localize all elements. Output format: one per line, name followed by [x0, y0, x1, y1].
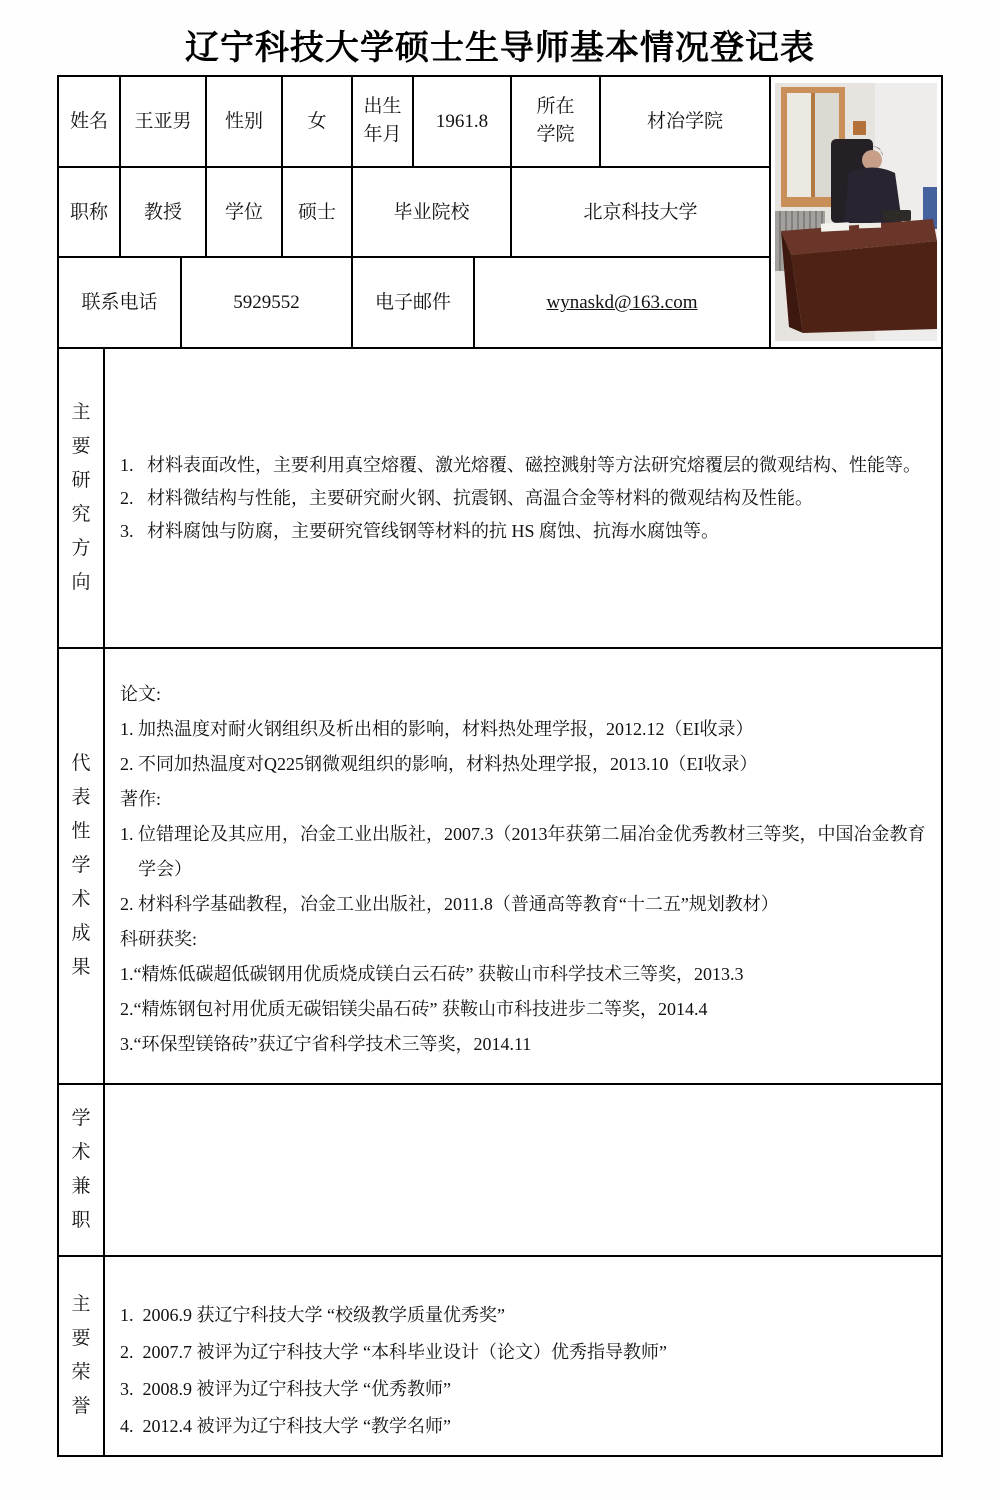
text-line: 学会） — [120, 859, 192, 879]
section-research-content — [105, 349, 941, 647]
section-positions-label: 学术兼职 — [71, 1108, 91, 1231]
email-label: 电子邮件 — [353, 258, 475, 347]
text-line: 3. 材料腐蚀与防腐，主要研究管线钢等材料的抗 HS 腐蚀、抗海水腐蚀等。 — [120, 521, 720, 541]
text-line: 4. 2012.4 被评为辽宁科技大学 “教学名师” — [120, 1416, 451, 1436]
info-row-2 — [59, 168, 769, 259]
text-line: 2. 2007.7 被评为辽宁科技大学 “本科毕业设计（论文）优秀指导教师” — [120, 1342, 667, 1362]
basic-info-block — [59, 77, 941, 349]
section-research-label-cell — [59, 349, 105, 647]
text-line: 1. 位错理论及其应用，冶金工业出版社，2007.3（2013年获第二届冶金优秀教材三等奖，中国冶金教育 — [120, 824, 926, 844]
basic-info-grid — [59, 77, 771, 347]
section-honors-label-cell — [59, 1257, 105, 1455]
phone-label: 联系电话 — [59, 258, 182, 347]
college-label — [512, 77, 601, 166]
birth-label-text: 出生年月 — [363, 96, 402, 146]
text-line: 1. 2006.9 获辽宁科技大学 “校级教学质量优秀奖” — [120, 1305, 505, 1325]
text-line: 1.“精炼低碳超低碳钢用优质烧成镁白云石砖” 获鞍山市科学技术三等奖，2013.3 — [120, 964, 744, 984]
section-honors — [59, 1257, 941, 1455]
degree-label: 学位 — [207, 168, 283, 257]
college-value: 材冶学院 — [646, 110, 723, 132]
page-title: 辽宁科技大学硕士生导师基本情况登记表 — [185, 30, 815, 67]
form-table — [57, 75, 943, 1457]
text-line: 1. 加热温度对耐火钢组织及析出相的影响，材料热处理学报，2012.12（EI收录） — [120, 719, 754, 739]
gender-label: 性别 — [207, 77, 283, 166]
section-achievements-label: 代表性学术成果 — [71, 753, 91, 978]
text-line: 2. 不同加热温度对Q225钢微观组织的影响，材料热处理学报，2013.10（EI收录） — [120, 754, 758, 774]
text-line: 论文: — [120, 684, 162, 704]
text-line: 1. 材料表面改性，主要利用真空熔覆、激光熔覆、磁控溅射等方法研究熔覆层的微观结构、性能等。 — [120, 455, 921, 475]
section-honors-content — [105, 1257, 941, 1455]
text-line: 2. 材料科学基础教程，冶金工业出版社，2011.8（普通高等教育“十二五”规划教材） — [120, 894, 779, 914]
section-honors-label: 主要荣誉 — [71, 1294, 91, 1417]
section-positions-label-cell — [59, 1085, 105, 1255]
section-research — [59, 349, 941, 649]
section-positions — [59, 1085, 941, 1257]
section-achievements-content — [105, 649, 941, 1083]
phone-value: 5929552 — [182, 258, 353, 347]
text-line: 2.“精炼钢包衬用优质无碳铝镁尖晶石砖” 获鞍山市科技进步二等奖，2014.4 — [120, 999, 708, 1019]
college-label-text: 所在学院 — [536, 96, 575, 146]
name-value: 王亚男 — [121, 77, 207, 166]
text-line: 著作: — [120, 789, 162, 809]
text-line: 科研获奖: — [120, 929, 198, 949]
job-title-label: 职称 — [59, 168, 121, 257]
section-achievements-label-cell — [59, 649, 105, 1083]
text-line: 2. 材料微结构与性能，主要研究耐火钢、抗震钢、高温合金等材料的微观结构及性能。 — [120, 488, 813, 508]
gender-value: 女 — [283, 77, 353, 166]
text-line: 3. 2008.9 被评为辽宁科技大学 “优秀教师” — [120, 1379, 451, 1399]
email-cell — [475, 258, 769, 347]
school-value: 北京科技大学 — [583, 201, 698, 223]
info-row-1 — [59, 77, 769, 168]
email-link[interactable]: wynaskd@163.com — [546, 292, 698, 314]
info-row-3 — [59, 258, 769, 347]
school-label: 毕业院校 — [353, 168, 512, 257]
job-title-value: 教授 — [121, 168, 207, 257]
section-achievements — [59, 649, 941, 1085]
photo-cell — [771, 77, 941, 347]
section-positions-content — [105, 1085, 941, 1255]
name-label: 姓名 — [59, 77, 121, 166]
birth-label — [353, 77, 414, 166]
degree-value: 硕士 — [283, 168, 353, 257]
supervisor-photo — [775, 83, 937, 341]
section-research-label: 主要研究方向 — [71, 402, 91, 593]
birth-value: 1961.8 — [414, 77, 512, 166]
text-line: 3.“环保型镁铬砖”获辽宁省科学技术三等奖，2014.11 — [120, 1034, 532, 1054]
